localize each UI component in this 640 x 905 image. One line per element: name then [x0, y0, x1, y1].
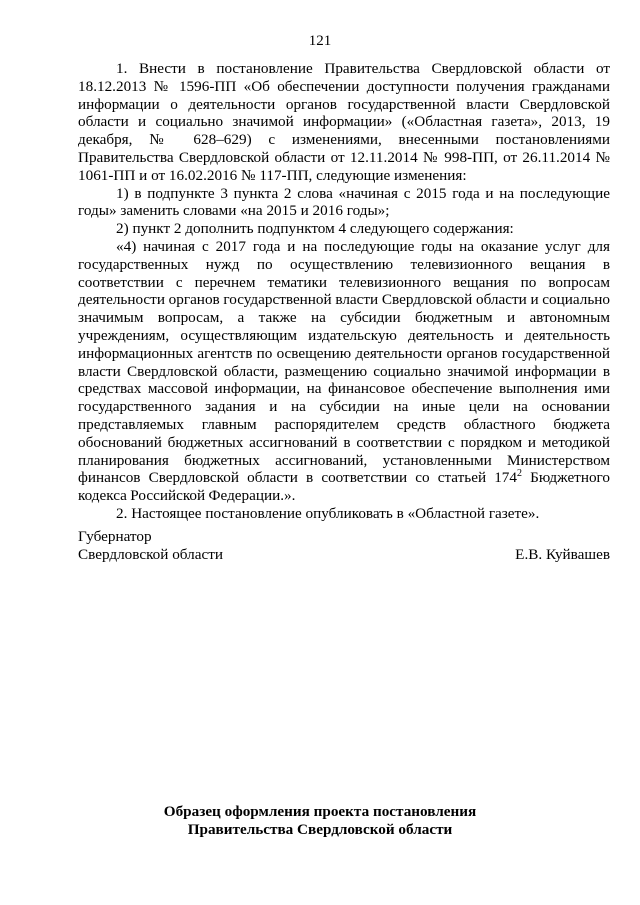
paragraph-subitem-2: 2) пункт 2 дополнить подпунктом 4 следующего содержания: [116, 220, 514, 238]
paragraph-publication: 2. Настоящее постановление опубликовать в «Областной газете». [116, 504, 540, 522]
document-body [78, 60, 610, 523]
paragraph-new-subitem-4 [78, 238, 610, 505]
page-number: 121 [308, 33, 332, 49]
paragraph-amendment-intro: 1. Внести в постановление Правительства Свердловской области от 18.12.2013 № 1596-ПП «Об обеспечении доступности получения гражданами информации о деятельности органов государственной власти Свердловской области и социально значимой информации» («Областная газета», 2013, 19 декабря, № 628–629) с изменениями, внесенными постановлениями Правительства Свердловской области от 12.11.2014 № 998-ПП, от 26.11.2014 № 1061-ПП и от 16.02.2016 № 117-ПП, следующие изменения: [78, 60, 610, 184]
sample-heading-line1: Образец оформления проекта постановления [163, 803, 477, 820]
article-superscript: 2 [517, 468, 522, 480]
paragraph-new-subitem-4-text: «4) начиная с 2017 года и на последующие годы на оказание услуг для государственных нужд по осуществлению телевизионного вещания в соответствии с перечнем тематики телевизионного вещания по вопросам деятельности органов государственной власти Свердловской области и социально значимым вопросам, а также на субсидии бюджетным и автономным учреждениям, осуществляющим издательскую деятельность и деятельность информационных агентств по освещению деятельности органов государственной власти Свердловской области, размещению социально значимой информации в средствах массовой информации, на финансовое обеспечение выполнения ими государственного задания и на субсидии на иные цели на основании представляемых главным распорядителем средств областного бюджета обоснований бюджетных ассигнований в соответствии с порядком и методикой планирования бюджетных ассигнований, установленными Министерством финансов Свердловской области в соответствии со статьей 174 [78, 237, 610, 487]
signature-row [78, 546, 610, 564]
signature-name: Е.В. Куйвашев [515, 546, 610, 563]
signature-block [78, 528, 610, 564]
signature-position-line2: Свердловской области [78, 546, 223, 563]
sample-heading-line2: Правительства Свердловской области [187, 821, 453, 838]
signature-position-line1: Губернатор [78, 528, 152, 545]
sample-heading [0, 803, 640, 839]
paragraph-subitem-1: 1) в подпункте 3 пункта 2 слова «начиная с 2015 года и на последующие годы» заменить словами «на 2015 и 2016 годы»; [78, 184, 610, 220]
paragraph-new-subitem-4-tail: Бюджетного кодекса Российской Федерации.». [78, 469, 610, 505]
